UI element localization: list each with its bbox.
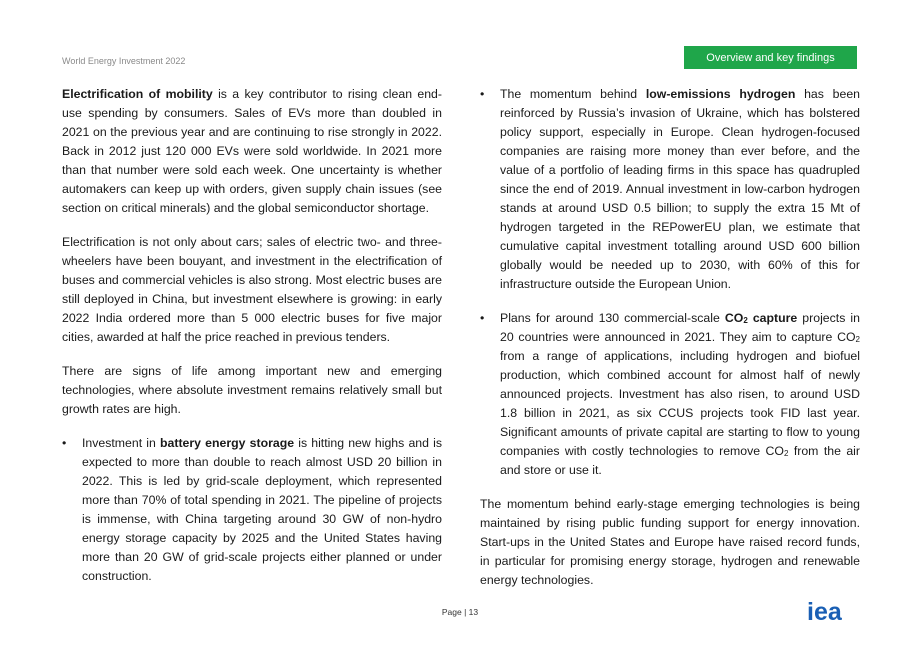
paragraph-emerging-technologies: There are signs of life among important new and emerging technologies, where absolute investment remains relatively small but growth rates are high. <box>62 364 442 416</box>
bullet-dot: • <box>480 87 485 101</box>
logo-text: iea <box>807 600 842 624</box>
bold-term <box>725 311 797 325</box>
bullet-hydrogen <box>480 85 860 294</box>
subscript: 2 <box>783 449 789 458</box>
section-badge: Overview and key findings <box>684 46 857 69</box>
bold-term: battery energy storage <box>160 436 295 450</box>
bullet-battery-storage <box>62 434 442 586</box>
bullet-text: is hitting new highs and is expected to more than double to reach almost USD 20 billion in 2022. This is led by grid-scale deployment, which represented more than 70% of total spending in 2021. The pipeline of projects is immense, with China targeting around 30 GW of non-hydro energy storage capacity by 2025 and the United States having more than 20 GW of grid-scale projects either planned or under construction. <box>82 436 442 583</box>
report-title: World Energy Investment 2022 <box>62 56 186 66</box>
bold-term: Electrification of mobility <box>62 87 213 101</box>
bullet-text: projects in 20 countries were announced in 2021. They aim to capture CO <box>500 311 860 344</box>
bold-term: low-emissions hydrogen <box>645 87 796 101</box>
bullet-dot: • <box>62 436 67 450</box>
paragraph-text: is a key contributor to rising clean end-use spending by consumers. Sales of EVs more than doubled in 2021 on the previous year and are continuing to rise strongly in 2022. Back in 2012 just 120 000 EVs were sold worldwide. In 2021 more than that number were sold each week. One uncertainty is whether automakers can keep up with orders, given supply chain issues (see section on critical minerals) and the global semiconductor shortage. <box>62 87 442 215</box>
subscript: 2 <box>855 335 860 344</box>
paragraph-electrification-mobility <box>62 85 442 218</box>
bullet-co2-capture <box>480 309 860 480</box>
paragraph-early-stage-technologies: The momentum behind early-stage emerging technologies is being maintained by rising public funding support for energy innovation. Start-ups in the United States and Europe have raised record funds, in particular for promising energy storage, hydrogen and renewable energy technologies. <box>480 497 860 587</box>
bullet-text: Plans for around 130 commercial-scale <box>500 311 725 325</box>
paragraph-electrification-vehicles: Electrification is not only about cars; sales of electric two- and three-wheelers have been bouyant, and investment in the electrification of buses and commercial vehicles is also strong. Most electric buses are still deployed in China, but investment elsewhere is growing: in early 2022 India ordered more than 5 000 electric buses for five major cities, awarded at half the price reached in previous tenders. <box>62 235 442 344</box>
right-column <box>480 85 860 605</box>
bullet-dot: • <box>480 311 485 325</box>
bullet-text: The momentum behind <box>500 87 646 101</box>
bullet-text: Investment in <box>82 436 161 450</box>
bullet-text: has been reinforced by Russia’s invasion of Ukraine, which has bolstered policy support, especially in Europe. Clean hydrogen-focused companies are raising more money than ever before, and the value of a portfolio of leading firms in this space has quadrupled since the end of 2019. Annual investment in low-carbon hydrogen stands at around USD 0.5 billion; to supply the extra 15 Mt of hydrogen targeted in the REPowerEU plan, we estimate that cumulative capital investment totalling around USD 600 billion globally would be needed up to 2030, with 60% of this for infrastructure outside the European Union. <box>500 87 861 291</box>
page-number: Page | 13 <box>441 607 479 617</box>
bold-term-part: capture <box>747 311 798 325</box>
subscript: 2 <box>743 316 748 325</box>
bullet-text: from the air and store or use it. <box>500 444 860 477</box>
iea-logo <box>807 600 859 624</box>
bold-term-part: CO <box>724 311 744 325</box>
left-column <box>62 85 442 601</box>
bullet-text: from a range of applications, including hydrogen and biofuel production, which combined account for almost half of newly announced projects. Investment has also risen, to around USD 1.8 billion in 2021, as six CCUS projects took FID last year. Significant amounts of private capital are starting to flow to young companies with costly technologies to remove CO <box>500 349 860 458</box>
